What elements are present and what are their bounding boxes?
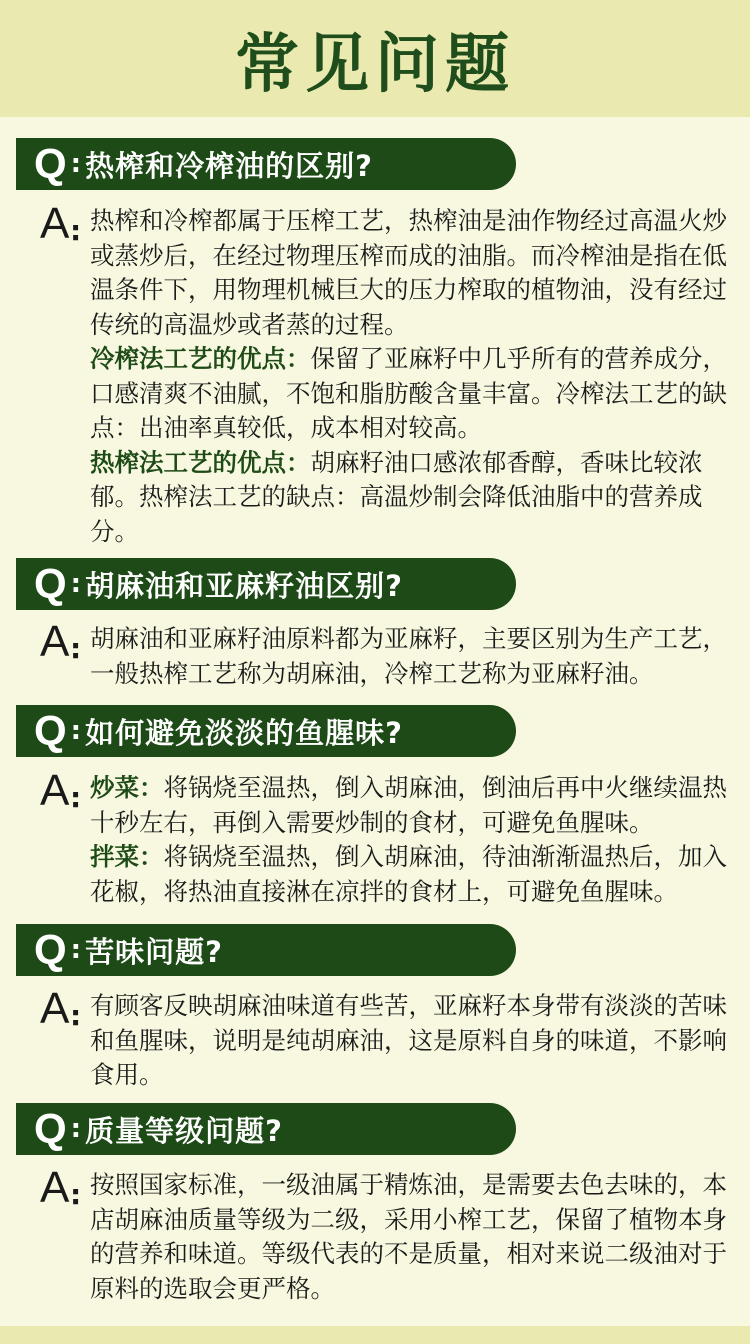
question-text: 质量等级问题?	[85, 1113, 283, 1148]
question-text: 胡麻油和亚麻籽油区别?	[85, 568, 403, 603]
answer-text: 将锅烧至温热，倒入胡麻油，倒油后再中火继续温热十秒左右，再倒入需要炒制的食材，可避免鱼腥味。	[90, 773, 727, 837]
answer-block-5	[40, 1163, 740, 1306]
question-text: 热榨和冷榨油的区别?	[85, 148, 373, 183]
question-bar-4	[16, 924, 516, 976]
a-marker: A	[40, 984, 70, 1033]
q-colon: :	[70, 716, 82, 746]
q-marker: Q	[34, 140, 67, 187]
answer-paragraph: 按照国家标准，一级油属于精炼油，是需要去色去味的，本店胡麻油质量等级为二级，采用小榨工艺，保留了植物本身的营养和味道。等级代表的不是质量，相对来说二级油对于原料的选取会更严格。	[90, 1170, 727, 1303]
q-colon: :	[70, 149, 82, 179]
q-colon: :	[70, 1114, 82, 1144]
a-colon: :	[70, 1178, 82, 1211]
a-colon: :	[70, 214, 82, 247]
answer-label: 炒菜：	[90, 773, 164, 802]
a-marker: A	[40, 1163, 70, 1212]
answer-block-1	[40, 199, 740, 549]
q-marker: Q	[34, 1105, 67, 1152]
answer-text: 保留了亚麻籽中几乎所有的营养成分，口感清爽不油腻，不饱和脂肪酸含量丰富。冷榨法工艺的缺点：出油率真较低，成本相对较高。	[90, 344, 727, 442]
answer-paragraph	[90, 446, 740, 550]
q-colon: :	[70, 569, 82, 599]
page-title: 常见问题	[235, 27, 515, 102]
header-banner	[0, 0, 750, 117]
question-bar-5	[16, 1103, 516, 1155]
answer-paragraph	[90, 840, 740, 909]
question-bar-2	[16, 558, 516, 610]
a-colon: :	[70, 999, 82, 1032]
answer-block-2	[40, 617, 740, 691]
answer-block-3	[40, 766, 740, 909]
a-marker: A	[40, 766, 70, 815]
q-marker: Q	[34, 707, 67, 754]
a-marker: A	[40, 617, 70, 666]
answer-paragraph	[90, 771, 740, 840]
answer-block-4	[40, 984, 740, 1093]
answer-label: 热榨法工艺的优点：	[90, 447, 311, 477]
answer-text: 将锅烧至温热，倒入胡麻油，待油渐渐温热后，加入花椒，将热油直接淋在凉拌的食材上，可避免鱼腥味。	[90, 842, 727, 906]
answer-paragraph: 胡麻油和亚麻籽油原料都为亚麻籽，主要区别为生产工艺，一般热榨工艺称为胡麻油，冷榨工艺称为亚麻籽油。	[90, 624, 727, 688]
question-bar-3	[16, 705, 516, 757]
a-marker: A	[40, 199, 70, 248]
answer-paragraph: 热榨和冷榨都属于压榨工艺，热榨油是油作物经过高温火炒或蒸炒后，在经过物理压榨而成的油脂。而冷榨油是指在低温条件下，用物理机械巨大的压力榨取的植物油，没有经过传统的高温炒或者蒸的过程。	[90, 206, 727, 339]
footer-strip	[0, 1326, 750, 1344]
answer-label: 拌菜：	[90, 842, 164, 871]
q-marker: Q	[34, 926, 67, 973]
question-text: 苦味问题?	[85, 934, 223, 969]
answer-paragraph	[90, 342, 740, 446]
answer-label: 冷榨法工艺的优点：	[90, 344, 311, 373]
a-colon: :	[70, 781, 82, 814]
question-text: 如何避免淡淡的鱼腥味?	[85, 715, 403, 750]
q-colon: :	[70, 935, 82, 965]
answer-paragraph: 有顾客反映胡麻油味道有些苦，亚麻籽本身带有淡淡的苦味和鱼腥味，说明是纯胡麻油，这是原料自身的味道，不影响食用。	[90, 991, 727, 1089]
answer-text: 胡麻籽油口感浓郁香醇，香味比较浓郁。热榨法工艺的缺点：高温炒制会降低油脂中的营养成分。	[90, 447, 703, 546]
question-bar-1	[16, 138, 516, 190]
a-colon: :	[70, 632, 82, 665]
q-marker: Q	[34, 560, 67, 607]
